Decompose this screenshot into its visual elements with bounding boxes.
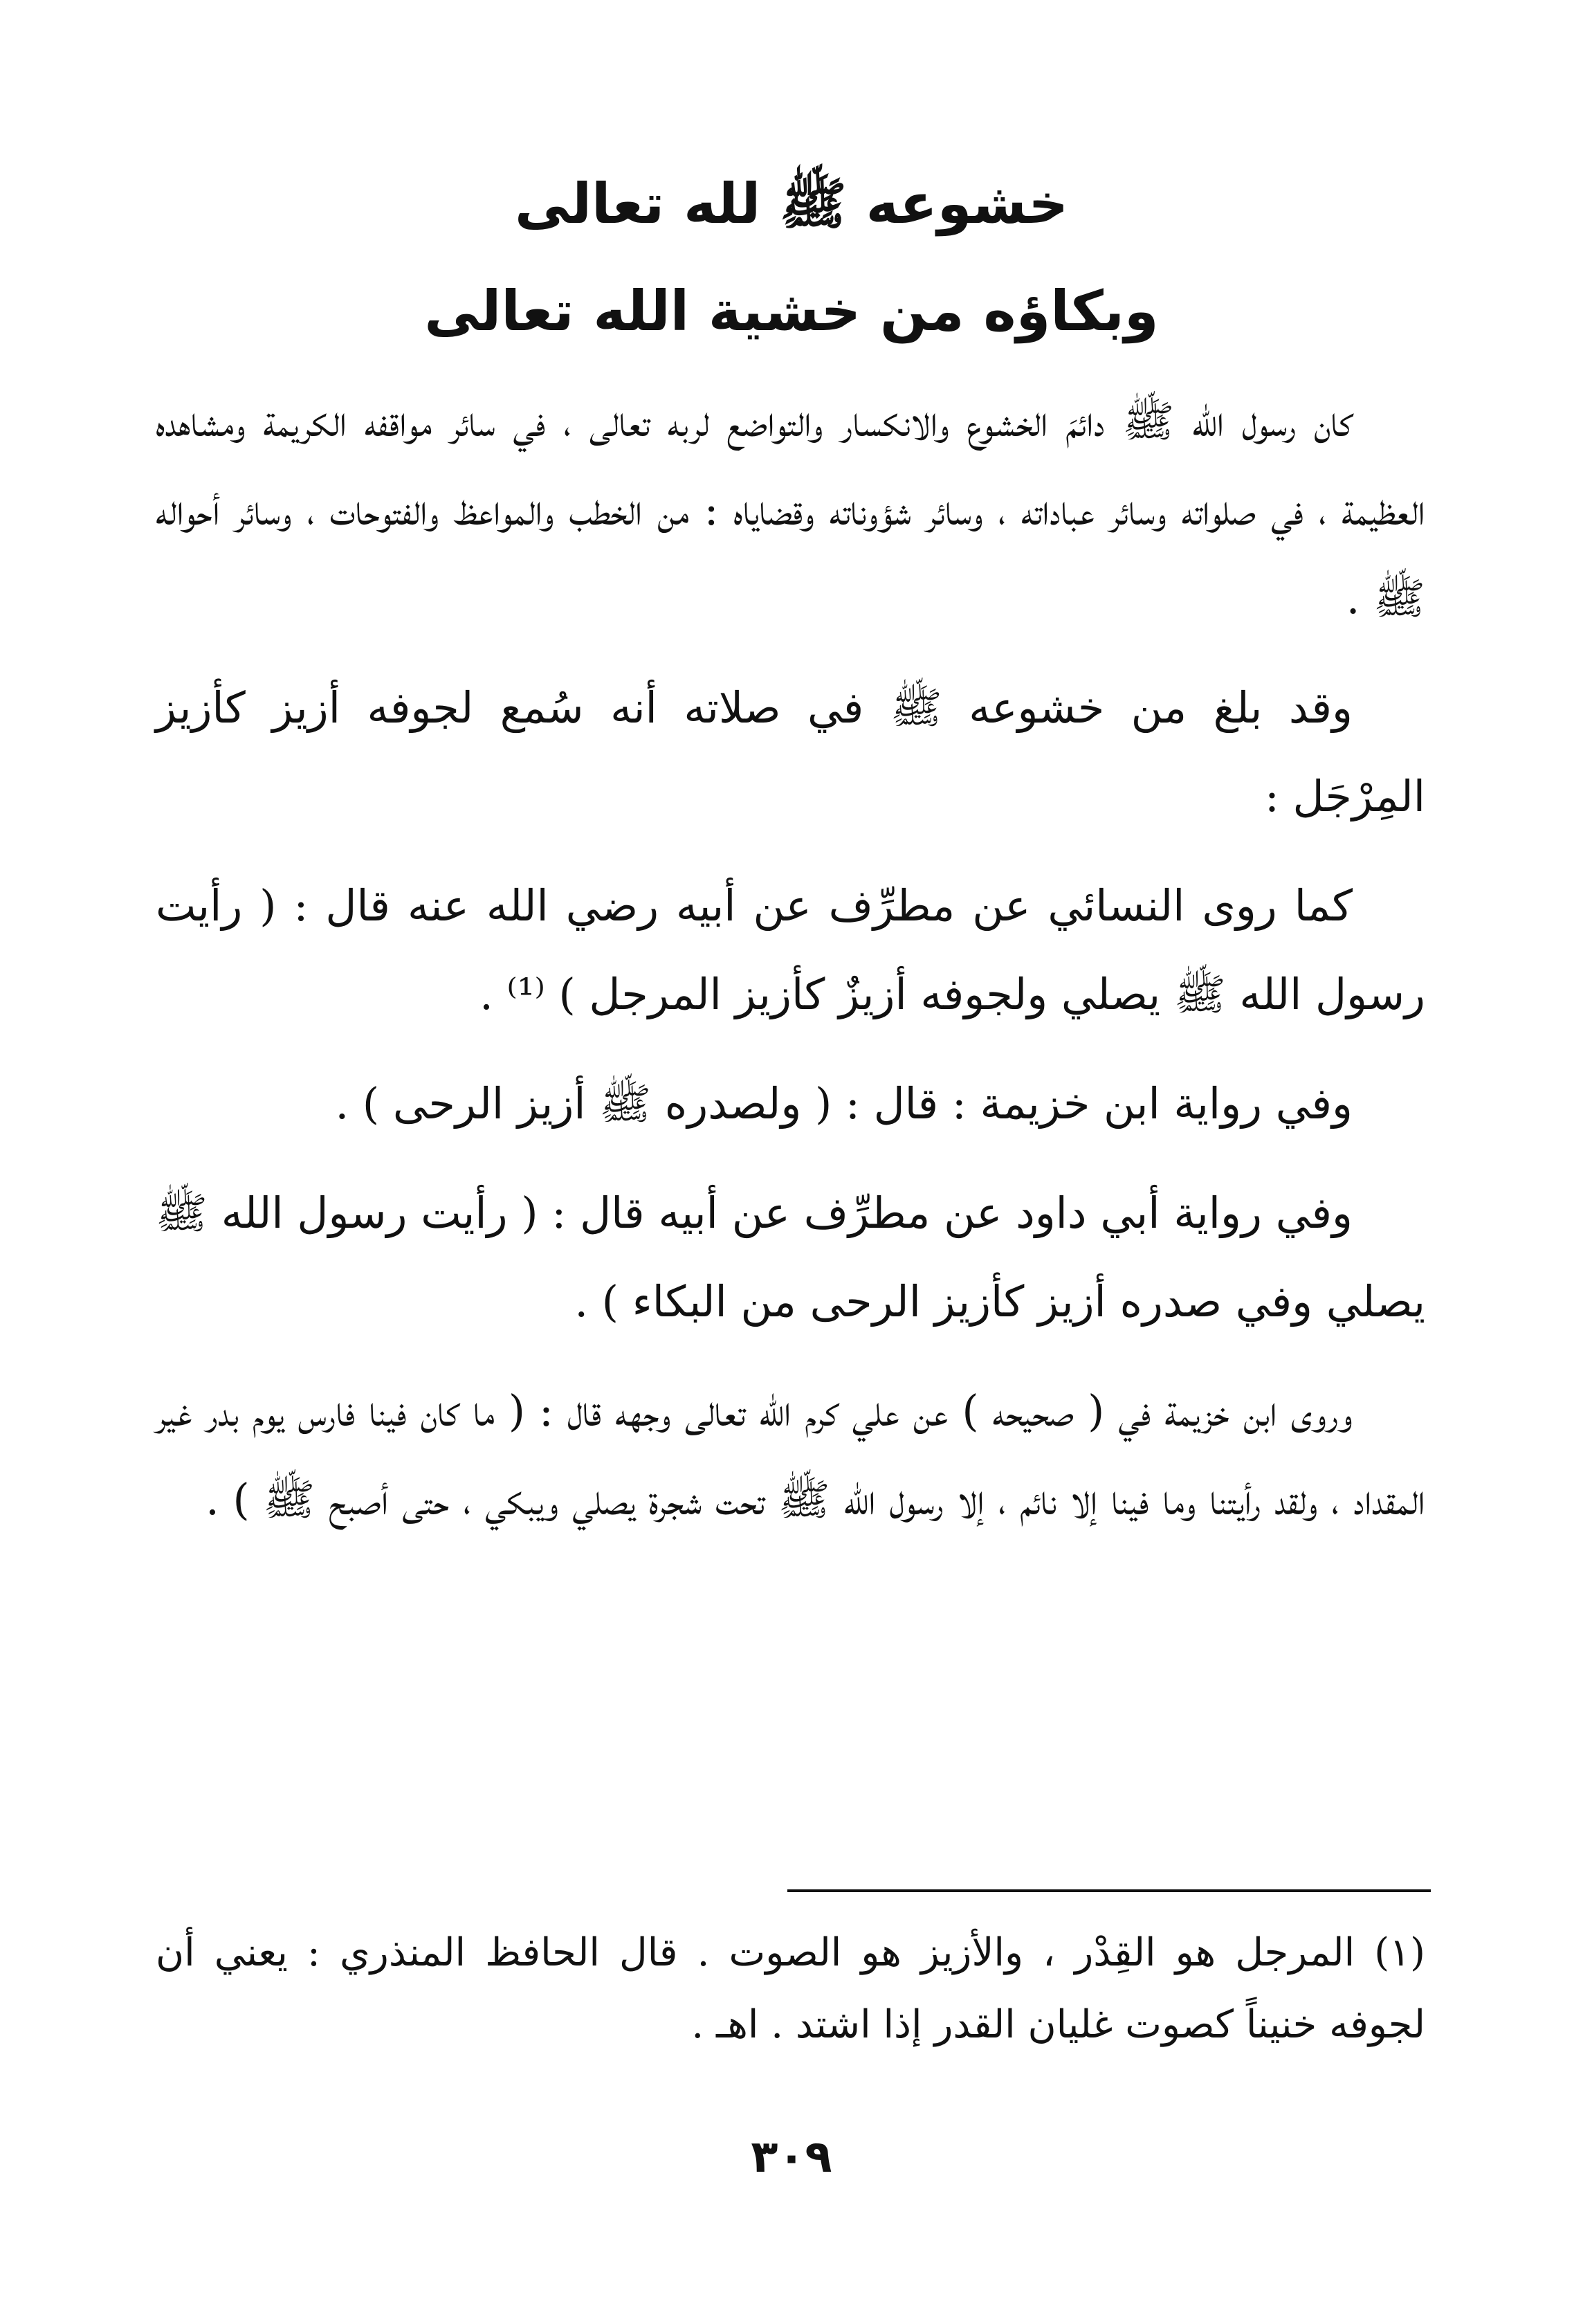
- paragraph-nasai: كما روى النسائي عن مطرِّف عن أبيه رضي الله عنه قال : ( رأيت رسول الله ﷺ يصلي ولجوفه أزيزٌ كأزيز المرجل ) ⁽¹⁾ .: [156, 880, 1425, 1019]
- paragraph-ali: وروى ابن خزيمة في ( صحيحه ) عن علي كرم الله تعالى وجهه قال : ( ما كان فينا فارس يوم بدر غير المقداد ، ولقد رأيتنا وما فينا إلا نائم ، إلا رسول الله ﷺ تحت شجرة يصلي ويبكي ، حتى أصبح ﷺ ) .: [156, 1386, 1425, 1525]
- paragraph-intro: كان رسول الله ﷺ دائمَ الخشوع والانكسار والتواضع لربه تعالى ، في سائر مواقفه الكريمة ومشاهده العظيمة ، في صلواته وسائر عباداته ، وسائر شؤوناته وقضاياه : من الخطب والمواعظ والفتوحات ، وسائر أحواله ﷺ .: [156, 396, 1425, 624]
- paragraph-abu-dawud: وفي رواية أبي داود عن مطرِّف عن أبيه قال : ( رأيت رسول الله ﷺ يصلي وفي صدره أزيز كأزيز الرحى من البكاء ) .: [156, 1188, 1425, 1327]
- footnote-text: (١) المرجل هو القِدْر ، والأزيز هو الصوت . قال الحافظ المنذري : يعني أن لجوفه خنيناً كصوت غليان القدر إذا اشتد . اهـ .: [156, 1930, 1425, 2047]
- footnote-divider: [787, 1889, 1431, 1892]
- paragraph-ibn-khuzayma: وفي رواية ابن خزيمة : قال : ( ولصدره ﷺ أزيز الرحى ) .: [335, 1078, 1353, 1129]
- paragraph-khushu: وقد بلغ من خشوعه ﷺ في صلاته أنه سُمع لجوفه أزيز كأزيز المِرْجَل :: [156, 682, 1425, 821]
- footnote: [156, 1917, 1425, 2061]
- chapter-title-line-2: وبكاؤه من خشية الله تعالى: [424, 279, 1159, 343]
- chapter-title-line-1: خشوعه ﷺ لله تعالى: [515, 172, 1068, 236]
- page-number: ٣٠٩: [751, 2132, 832, 2183]
- body-text: [156, 377, 1425, 1565]
